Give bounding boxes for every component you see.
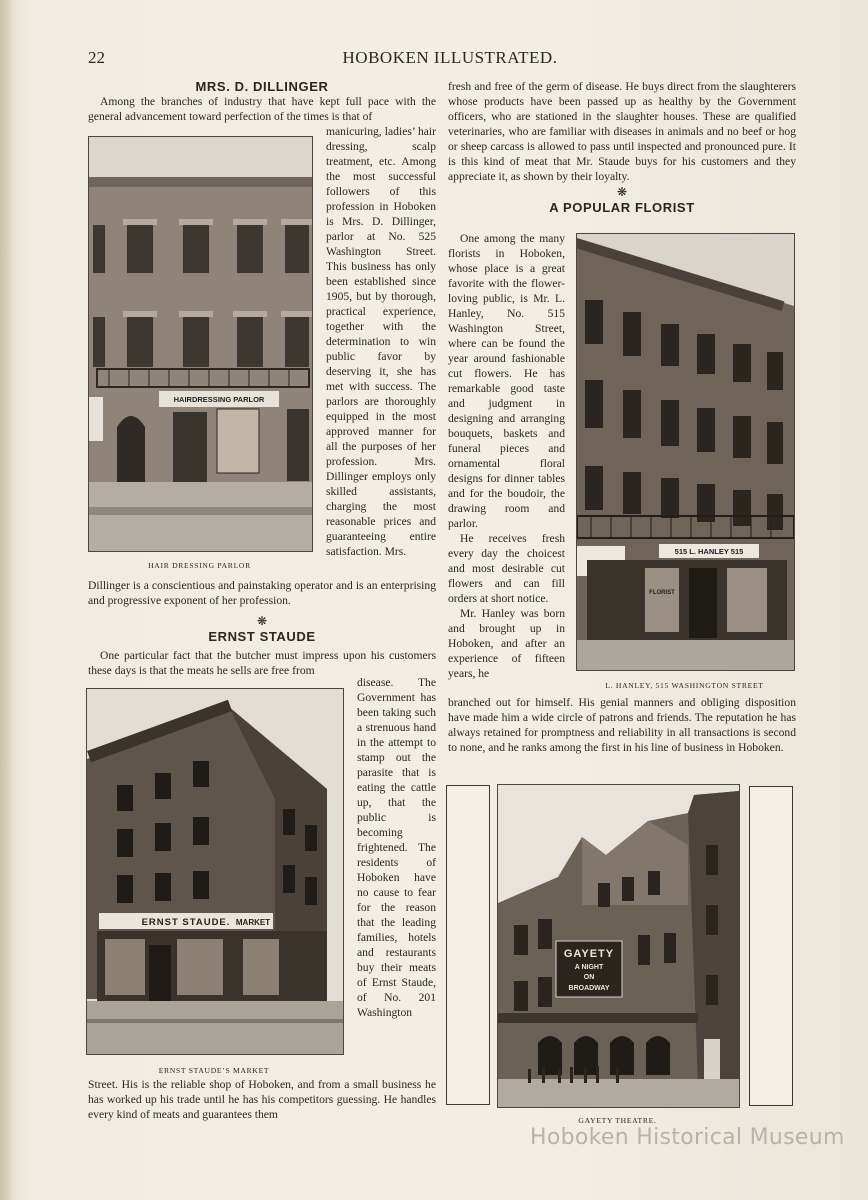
hair-dressing-parlor-photo <box>88 136 313 552</box>
page-number: 22 <box>88 48 105 67</box>
section-ornament: ❋ <box>256 614 268 628</box>
gayety-theatre-photo <box>497 784 740 1108</box>
hanley-close-text: branched out for himself. His genial manners and obliging disposition have made him a wide circle of patrons and friends. The reputation he has always retained for promptness and reliability in all transactions is second to none, and he ranks among the first in his line of business in Hoboken. <box>448 696 796 754</box>
ernst-staude-market-caption: ERNST STAUDE’S MARKET <box>158 1066 270 1075</box>
section-ornament-2: ❋ <box>616 185 628 199</box>
staude-heading: ERNST STAUDE <box>208 629 316 644</box>
hanley-sign-text: 515 L. HANLEY 515 <box>674 547 744 556</box>
hanley-side-text-2: He receives fresh every day the choicest and most desirable cut flowers and can fill orders at short notice. <box>448 532 565 605</box>
museum-watermark: Hoboken Historical Museum <box>530 1125 845 1150</box>
florist-building-illustration <box>577 234 794 670</box>
hanley-side-text-3: Mr. Hanley was born and brought up in Hoboken, and after an experience of fifteen years, he <box>448 607 565 680</box>
hanley-side-text-1: One among the many florists in Hoboken, whose place is a great favorite with the flower-loving public, is Mr. L. Hanley, No. 515 Washington Street, where can be found the year around fashionable cut flowers. He has remarkable good taste and judgment in designing and arranging bouquets, baskets and funeral pieces and ornamental floral designs for dinner tables and for the boudoir, the drawing room and parlor. <box>448 232 565 530</box>
gayety-sign-line-2: A NIGHT <box>574 964 604 971</box>
staude-side-text: disease. The Government has been taking such a strenuous hand in the attempt to stamp out the parasite that is eating the cattle up, that the public is becoming frightened. The residents of Hoboken have no cause to fear for the reason that the leading families, hotels and restaurants buy their meats of Ernst Staude, of No. 201 Washington <box>357 676 436 1019</box>
hanley-florist-sign-text: FLORIST <box>649 590 675 596</box>
hanley-florist-photo <box>576 233 795 671</box>
staude-market-sign-text: MARKET <box>235 918 271 927</box>
staude-close-text: Street. His is the reliable shop of Hoboken, and from a small business he has worked up his trade until he has his competitors guessing. He handles every kind of meats and guarantees them <box>88 1078 436 1121</box>
hanley-side-column <box>448 231 565 681</box>
staude-article-close <box>88 1077 436 1122</box>
theatre-building-illustration <box>498 785 739 1107</box>
dillinger-close-text: Dillinger is a conscientious and painstaking operator and is an enterprising and progressive exponent of her profession. <box>88 579 436 607</box>
gayety-sign-line-4: BROADWAY <box>568 985 610 992</box>
dillinger-side-text: manicuring, ladies’ hair dressing, scalp treatment, etc. Among the most successful followers of this profession in Hoboken is Mrs. D. Dillinger, parlor at No. 525 Washington Street. This business has only been established since 1905, but by thorough, practical experience, together with the determination to win public favor by deserving it, she has met with success. The parlors are thoroughly equipped in the most approved manner for all the purposes of her profession. Mrs. Dillinger employs only skilled assistants, charging the most reasonable prices and guaranteeing entire satisfaction. Mrs. <box>326 125 436 558</box>
left-ornamental-panel <box>446 785 490 1105</box>
parlor-sign-text: HAIRDRESSING PARLOR <box>173 395 265 404</box>
gayety-sign-title: GAYETY <box>563 948 615 960</box>
market-building-illustration <box>87 689 343 1054</box>
binding-shadow <box>0 0 14 1200</box>
dillinger-article-close <box>88 578 436 678</box>
dillinger-article-top <box>88 79 436 124</box>
parlor-building-illustration <box>89 137 312 551</box>
staude-side-column <box>357 675 436 1020</box>
right-ornamental-panel <box>749 786 793 1106</box>
hanley-heading: A POPULAR FLORIST <box>549 200 695 215</box>
staude-continued-text: fresh and free of the germ of disease. He buys direct from the slaughterers whose products have been passed up as healthy by the Government officers, who are stationed in the slaughter houses. These are qualified veterinaries, who are familiar with diseases in animals and no beef or hog or sheep carcass is allowed to pass until inspected and pronounced pure. It is this kind of meat that Mr. Staude buys for his customers and they appreciate it, as shown by their loyalty. <box>448 80 796 183</box>
hanley-article-close <box>448 695 796 755</box>
staude-sign-text: ERNST STAUDE. <box>141 917 231 928</box>
ernst-staude-market-photo <box>86 688 344 1055</box>
running-title: HOBOKEN ILLUSTRATED. <box>342 48 558 67</box>
dillinger-side-column <box>326 124 436 559</box>
dillinger-heading: MRS. D. DILLINGER <box>195 79 329 94</box>
hanley-florist-caption: L. HANLEY, 515 WASHINGTON STREET <box>605 681 764 690</box>
gayety-theatre-caption: GAYETY THEATRE. <box>578 1116 657 1125</box>
staude-intro: One particular fact that the butcher must impress upon his customers these days is that the meats he sells are free from <box>88 649 436 677</box>
gayety-sign-line-3: ON <box>583 974 595 981</box>
hair-dressing-parlor-caption: HAIR DRESSING PARLOR <box>148 561 251 570</box>
dillinger-intro: Among the branches of industry that have kept full pace with the general advancement toward perfection of the times is that of <box>88 95 436 123</box>
staude-article-continued <box>448 79 796 215</box>
